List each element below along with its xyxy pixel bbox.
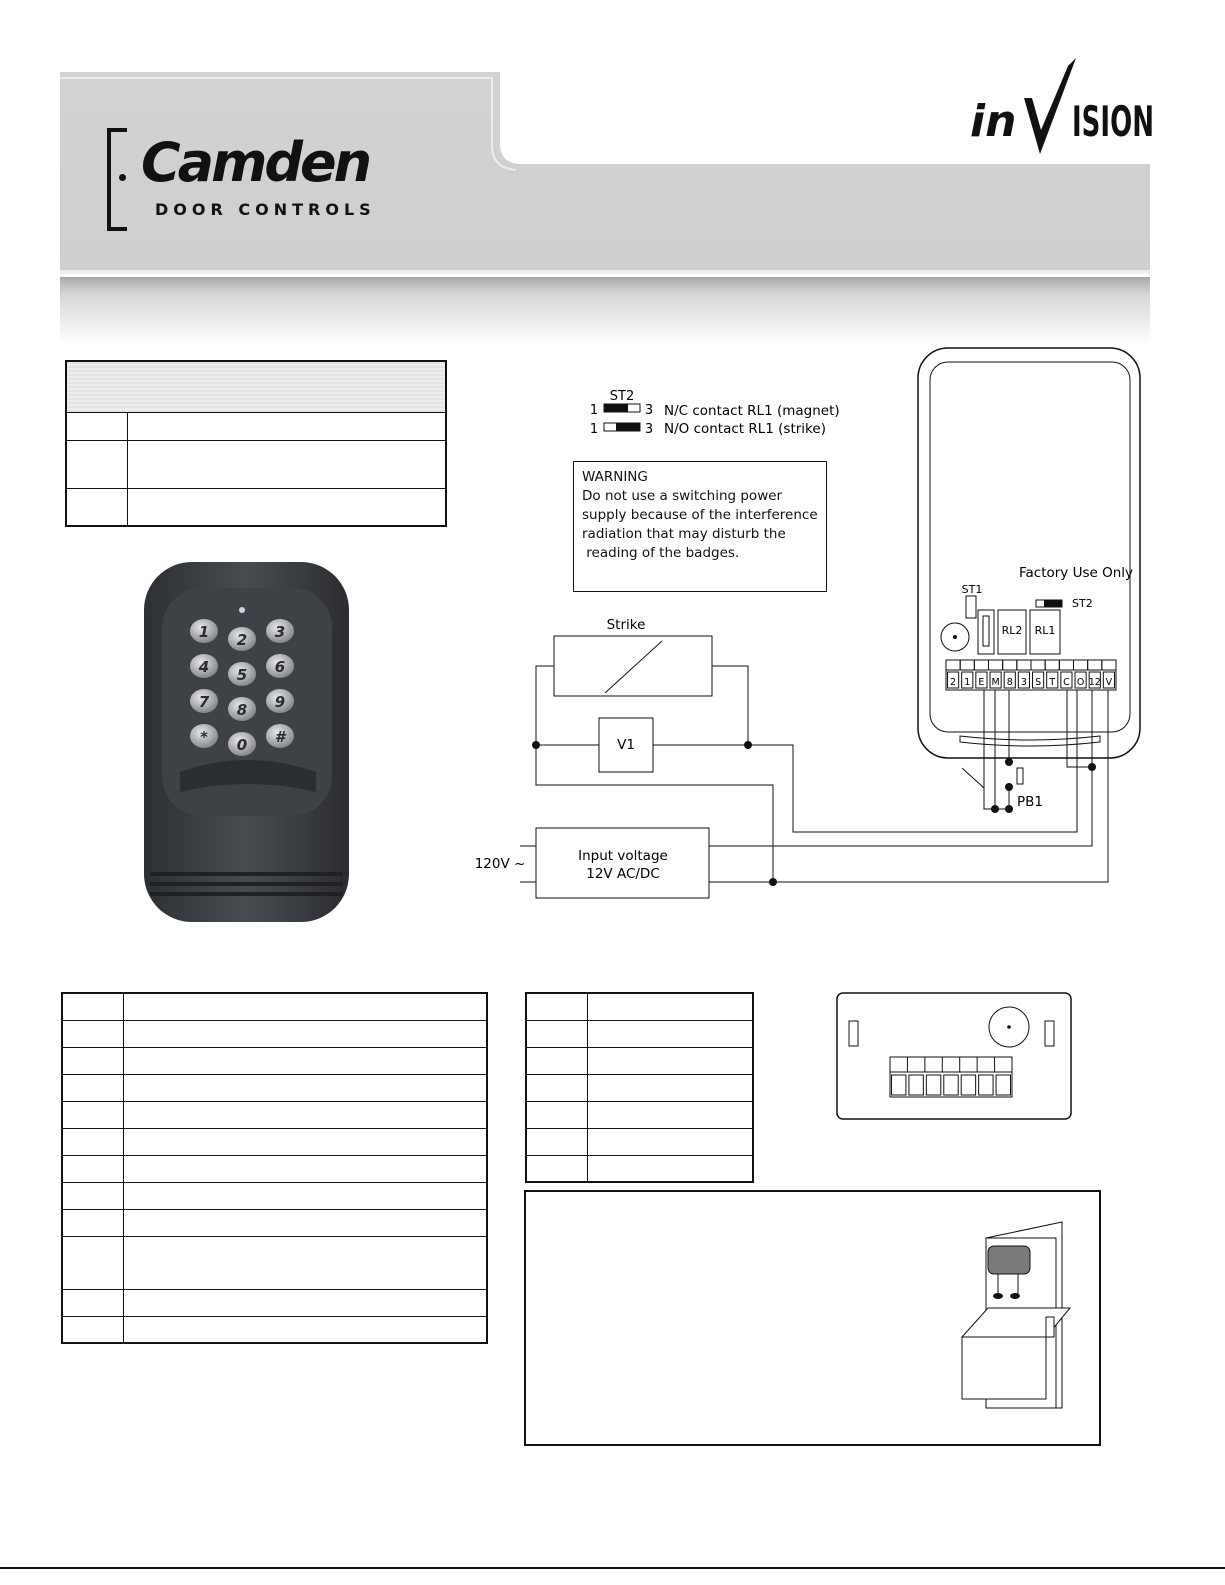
table-row [62,1101,487,1128]
terminal-cell [944,1075,958,1095]
invision-v-mark [1024,58,1076,154]
table-row [66,488,446,526]
status-led [239,607,245,613]
fuse [978,610,994,654]
invision-logo [968,58,1158,158]
terminal-C [1059,660,1073,688]
table-row [526,1074,753,1101]
spec-table [65,360,447,527]
svg-text:E: E [978,677,985,688]
wire-junction [769,878,777,886]
terminal-strip [890,1057,1011,1095]
jumper-pin-right: 3 [644,422,654,437]
keypad-grip-ribs [150,872,343,896]
warning-title: WARNING [582,469,648,485]
wire [709,690,1092,846]
table-row [62,1074,487,1101]
keypad-key-0 [228,732,256,756]
jumper-title: ST2 [609,389,635,404]
mounting-drawing [958,1222,1083,1412]
reader-box [962,1337,1046,1399]
terminal-2 [946,660,960,688]
wire [709,690,1108,882]
invision-suffix: ISION [1072,97,1154,146]
table-row [62,1316,487,1343]
keypad-key-star [190,724,218,748]
table-row [62,1289,487,1316]
svg-text:3: 3 [274,623,286,641]
table-cell [66,412,127,440]
company-name: Camden [141,131,370,194]
jumper-pin-left: 1 [589,403,599,418]
table-cell [66,488,127,526]
svg-text:1: 1 [964,677,971,688]
terminal-cell [996,1075,1010,1095]
svg-text:1: 1 [198,623,210,641]
st1-header [966,596,976,618]
keypad-key-9 [266,689,294,713]
keypad-key-1 [190,619,218,643]
table-row [62,1182,487,1209]
svg-text:O: O [1076,677,1085,688]
factory-use-note: Factory Use Only [1018,565,1134,581]
svg-text:M: M [991,677,1000,688]
terminal-1 [960,660,974,688]
controller-enclosure [918,348,1140,758]
svg-text:9: 9 [274,693,286,711]
company-tagline: DOOR CONTROLS [155,200,376,219]
table-cell [66,440,127,488]
table-row [66,440,446,488]
wire-junction [1088,763,1096,771]
st2-board-label: ST2 [1072,597,1093,610]
warning-line: Do not use a switching power [582,488,783,504]
svg-text:S: S [1035,677,1042,688]
wire [1067,690,1092,767]
svg-text:3: 3 [1020,677,1027,688]
invision-prefix: in [970,96,1017,147]
spec-table-header [66,361,446,412]
keypad-photo [140,560,355,925]
varistor-label: V1 [617,737,635,753]
terminal-T [1045,660,1059,688]
jumper-nc-bridge [604,404,628,412]
table-row [526,1155,753,1182]
table-row [62,1128,487,1155]
wire [984,690,1009,809]
keypad-key-5 [228,662,256,686]
st1-label: ST1 [961,583,983,596]
svg-text:V: V [1105,677,1113,688]
jumper-table [525,992,754,1183]
table-row [62,1047,487,1074]
svg-text:7: 7 [198,693,210,711]
warning-line: supply because of the interference [582,507,818,523]
wire [653,666,748,745]
terminal-M [989,660,1003,688]
relay-rl1-label: RL1 [1034,624,1056,637]
table-row [66,412,446,440]
keypad-key-hash [266,724,294,748]
relay-rl2-label: RL2 [1001,624,1023,637]
terminal-O [1074,660,1088,688]
terminal-12 [1088,660,1102,688]
terminal-cell [979,1075,993,1095]
mount-slot [1045,1021,1054,1046]
pushbutton-pb1 [1017,768,1023,784]
table-row [526,1101,753,1128]
terminal-table [61,992,488,1344]
jumper-no-label: N/O contact RL1 (strike) [664,421,826,437]
keypad-key-4 [190,654,218,678]
footer-rule [0,1567,1225,1569]
svg-text:T: T [1049,677,1056,688]
keypad-key-6 [266,654,294,678]
terminal-cell [909,1075,923,1095]
jumper-pin-left: 1 [589,422,599,437]
keypad-key-7 [190,689,218,713]
terminal-V [1102,660,1116,688]
pushbutton-label: PB1 [1017,794,1043,810]
svg-text:4: 4 [198,658,210,676]
terminal-S [1031,660,1045,688]
warning-box [573,461,827,592]
table-row [526,1047,753,1074]
table-row [526,993,753,1020]
table-cell [127,440,446,488]
keypad-key-8 [228,697,256,721]
camden-logo [107,128,417,233]
table-row [62,1236,487,1289]
psu-line-2: 12V AC/DC [586,866,660,882]
svg-text:2: 2 [236,631,248,649]
table-row [526,1020,753,1047]
table-row [62,1155,487,1182]
table-row [62,1020,487,1047]
svg-text:#: # [274,728,286,746]
table-cell [127,488,446,526]
psu-line-1: Input voltage [578,848,668,864]
svg-text:*: * [200,728,208,746]
mount-slot [849,1021,858,1046]
terminal-block [890,1057,1012,1097]
terminal-8 [1003,660,1017,688]
terminal-cell [961,1075,975,1095]
table-row [526,1128,753,1155]
jumper-nc-label: N/C contact RL1 (magnet) [664,403,840,419]
wire [748,690,1077,832]
table-row [62,1209,487,1236]
strike-label: Strike [606,617,646,633]
table-cell [127,412,446,440]
keypad-key-3 [266,619,294,643]
svg-text:0: 0 [236,736,248,754]
warning-line: reading of the badges. [582,545,740,561]
mounting-info-box [524,1190,1101,1446]
wiring-diagram [468,350,1168,910]
svg-text:2: 2 [950,677,957,688]
table-row [62,993,487,1020]
reader-head [988,1246,1030,1274]
jumper-pin-right: 3 [644,403,654,418]
enclosure-slot [960,736,1100,746]
pushbutton-switch [962,768,984,788]
keypad-key-2 [228,627,256,651]
terminal-cell [892,1075,906,1095]
strike-coil [554,636,712,696]
board-outline [837,993,1071,1119]
board-drawing [836,992,1072,1122]
svg-text:5: 5 [236,666,248,684]
svg-text:C: C [1063,677,1070,688]
wire [536,666,599,745]
terminal-strip [946,660,1116,688]
svg-text:12: 12 [1088,677,1101,688]
st2-board-bridge [1044,600,1062,607]
warning-line: radiation that may disturb the [582,526,786,542]
svg-text:8: 8 [1006,677,1013,688]
terminal-E [974,660,988,688]
spec-table-header-cell [66,361,446,412]
terminal-3 [1017,660,1031,688]
svg-text:8: 8 [236,701,248,719]
logo-dot [119,174,126,181]
terminal-cell [926,1075,940,1095]
jumper-no-bridge [616,423,640,431]
mains-label: 120V ~ [474,856,526,872]
svg-text:6: 6 [274,658,286,676]
